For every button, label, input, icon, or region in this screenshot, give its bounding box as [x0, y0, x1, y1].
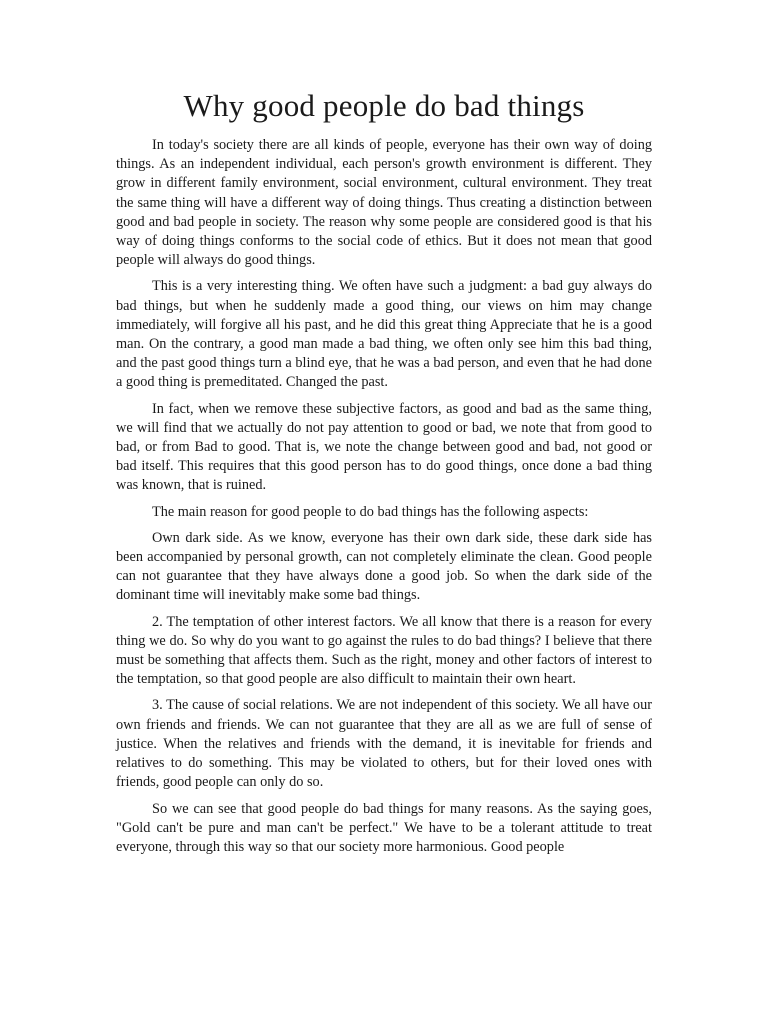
paragraph-subjective-factors: In fact, when we remove these subjective factors, as good and bad as the same thing, we will find that we actually do not pay attention to good or bad, we note that from good to bad, or from Bad to good. That is, we note the change between good and bad, not good or bad itself. This requires that this good person has to do good things, once done a bad thing was known, that is ruined. — [116, 400, 652, 494]
paragraph-judgment: This is a very interesting thing. We often have such a judgment: a bad guy always do bad things, but when he suddenly made a good thing, our views on him may change immediately, will forgive all his past, and he did this great thing Appreciate that he is a good man. On the contrary, a good man made a bad thing, we often only see him this bad thing, and the past good things turn a blind eye, that he was a bad person, and even that he had done a good thing is premeditated. Changed the past. — [116, 278, 652, 391]
paragraph-temptation: 2. The temptation of other interest factors. We all know that there is a reason for every thing we do. So why do you want to go against the rules to do bad things? I believe that there must be something that affects them. Such as the right, money and other factors of interest to the temptation, so that good people are also difficult to maintain their own heart. — [116, 613, 652, 688]
paragraph-social-relations: 3. The cause of social relations. We are not independent of this society. We all have our own friends and friends. We can not guarantee that they are all as we are full of sense of justice. When the relatives and friends with the demand, it is inevitable for friends and relatives to do something. This may be violated to others, but for their loved ones with friends, good people can only do so. — [116, 697, 652, 791]
paragraph-conclusion: So we can see that good people do bad things for many reasons. As the saying goes, "Gold can't be pure and man can't be perfect." We have to be a tolerant attitude to treat everyone, through this way so that our society more harmonious. Good people — [116, 800, 652, 855]
document-page — [116, 86, 652, 864]
paragraph-main-reasons: The main reason for good people to do bad things has the following aspects: — [152, 503, 589, 520]
paragraph-intro: In today's society there are all kinds of people, everyone has their own way of doing things. As an independent individual, each person's growth environment is different. They grow in different family environment, social environment, cultural environment. They treat the same thing will have a different way of doing things. Thus creating a distinction between good and bad people in society. The reason why some people are considered good is that his way of doing things conforms to the social code of ethics. But it does not mean that good people will always do good things. — [116, 137, 652, 269]
paragraph-dark-side: Own dark side. As we know, everyone has their own dark side, these dark side has been accompanied by personal growth, can not completely eliminate the clean. Good people can not guarantee that they have always done a good job. So when the dark side of the dominant time will inevitably make some bad things. — [116, 529, 652, 604]
page-title: Why good people do bad things — [183, 88, 585, 123]
